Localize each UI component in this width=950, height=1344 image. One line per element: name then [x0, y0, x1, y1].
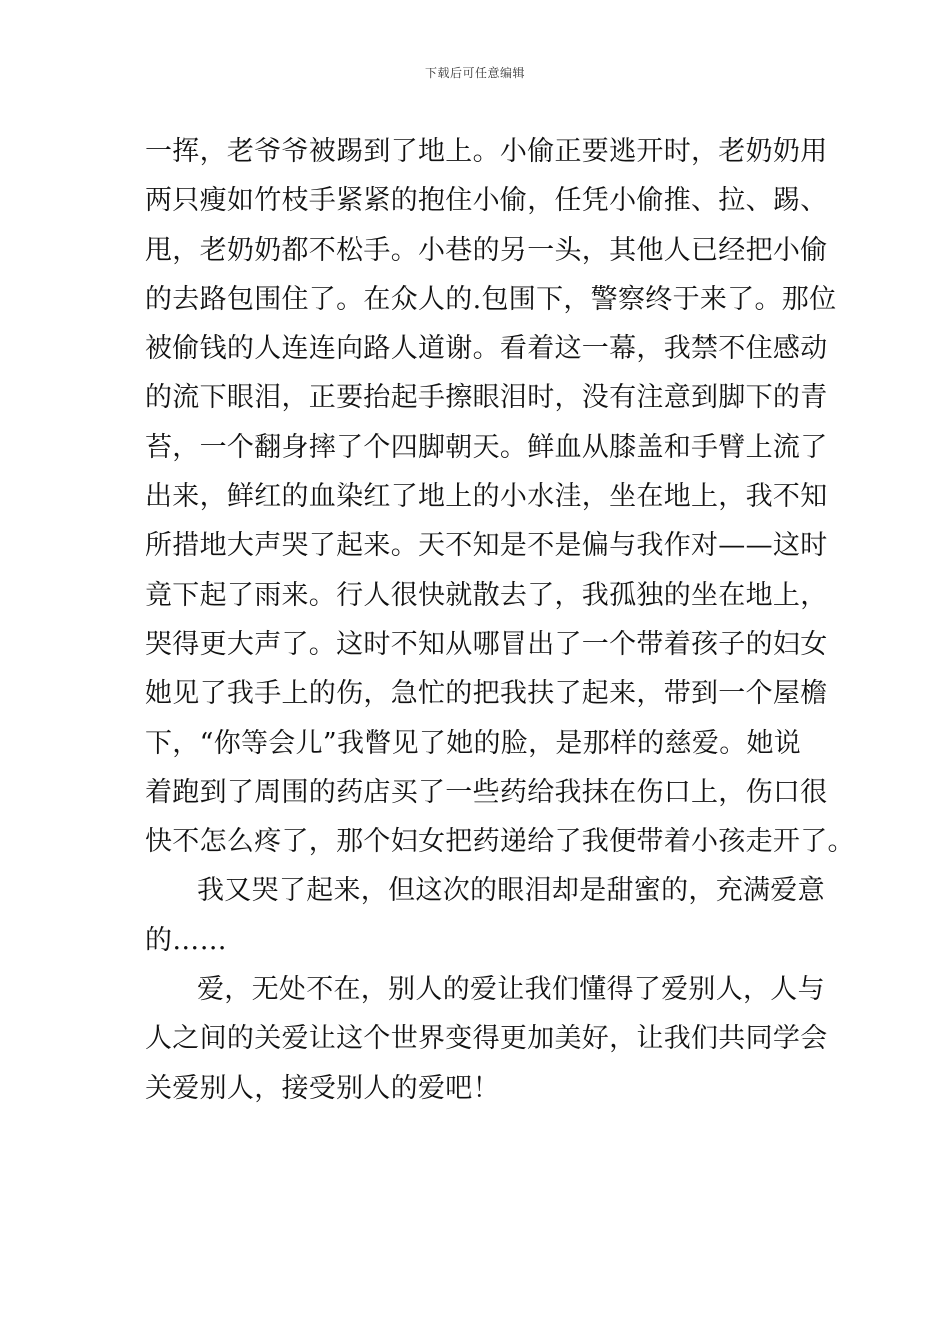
- text-line: 竟下起了雨来。行人很快就散去了，我孤独的坐在地上，: [145, 579, 828, 611]
- text-line: 被偷钱的人连连向路人道谢。看着这一幕，我禁不住感动: [145, 333, 828, 365]
- text-line: 人之间的关爱让这个世界变得更加美好，让我们共同学会: [145, 1023, 828, 1055]
- text-line: 的去路包围住了。在众人的.包围下，警察终于来了。那位: [145, 283, 837, 315]
- paragraph: [145, 965, 828, 1113]
- text-line: 关爱别人，接受别人的爱吧！: [145, 1072, 500, 1104]
- text-line: 一挥，老爷爷被踢到了地上。小偷正要逃开时，老奶奶用: [145, 136, 828, 167]
- text-line: 我又哭了起来，但这次的眼泪却是甜蜜的，充满爱意: [197, 875, 825, 907]
- text-line: 下，“你等会儿”我瞥见了她的脸，是那样的慈爱。她说: [145, 727, 802, 759]
- essay-body: [145, 127, 855, 1113]
- text-line: 出来，鲜红的血染红了地上的小水洼，坐在地上，我不知: [145, 481, 828, 513]
- text-line: 哭得更大声了。这时不知从哪冒出了一个带着孩子的妇女: [145, 628, 828, 660]
- text-line: 甩，老奶奶都不松手。小巷的另一头，其他人已经把小偷: [145, 234, 828, 266]
- paragraph: [145, 866, 825, 965]
- text-line: 的……: [145, 924, 227, 956]
- text-line: 她见了我手上的伤，急忙的把我扶了起来，带到一个屋檐: [145, 678, 828, 710]
- page-header: 下载后可任意编辑: [424, 66, 525, 80]
- paragraph: [145, 127, 855, 866]
- text-line: 着跑到了周围的药店买了一些药给我抹在伤口上，伤口很: [145, 776, 828, 808]
- text-line: 爱，无处不在，别人的爱让我们懂得了爱别人，人与: [197, 974, 825, 1006]
- text-line: 所措地大声哭了起来。天不知是不是偏与我作对——这时: [145, 530, 828, 562]
- text-line: 苔，一个翻身摔了个四脚朝天。鲜血从膝盖和手臂上流了: [145, 431, 828, 463]
- text-line: 两只瘦如竹枝手紧紧的抱住小偷，任凭小偷推、拉、踢、: [145, 185, 828, 217]
- text-line: 快不怎么疼了，那个妇女把药递给了我便带着小孩走开了。: [145, 826, 855, 858]
- text-line: 的流下眼泪，正要抬起手擦眼泪时，没有注意到脚下的青: [145, 382, 828, 414]
